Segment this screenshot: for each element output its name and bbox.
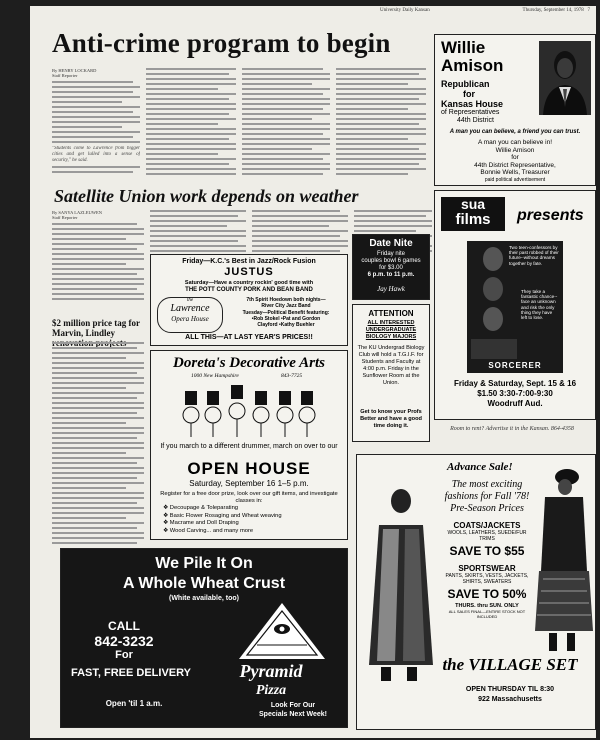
doreta-open-house: OPEN HOUSE <box>187 459 311 478</box>
fashion-illustration-2 <box>527 461 593 653</box>
attention-title: ATTENTION <box>368 309 414 318</box>
doreta-class-4: ❖ Wood Carving... and many more <box>163 527 254 534</box>
date-nite-signature: Jay Hawk <box>377 285 405 293</box>
village-sportswear: SPORTSWEAR <box>458 564 516 573</box>
story2-col1 <box>52 210 144 310</box>
village-most-2: fashions for Fall '78! <box>444 491 530 502</box>
story1-byline: By HENRY LOCKARD Staff Reporter <box>52 68 97 78</box>
village-coats: COATS/JACKETS <box>453 521 521 530</box>
story2-col1b <box>52 342 144 547</box>
amison-district: 44th District <box>457 117 494 124</box>
drummer-icons <box>179 381 319 441</box>
opera-house-ad <box>150 254 348 346</box>
page-number: 7 <box>587 8 590 13</box>
doreta-class-3: ❖ Macrame and Doll Draping <box>163 520 239 526</box>
attention-sub-3: BIOLOGY MAJORS <box>365 334 417 340</box>
justus-tue-1: Tuesday—Political Benefit featuring: <box>242 310 330 316</box>
village-save-50: SAVE TO 50% <box>447 587 527 601</box>
story1-col3 <box>242 68 330 178</box>
opera-house-logo: the Lawrence Opera House <box>157 297 223 333</box>
pyramid-icon <box>237 601 327 661</box>
candidate-photo <box>539 41 591 115</box>
date-nite-title: Date Nite <box>369 238 413 249</box>
pizza-hours: Open 'til 1 a.m. <box>105 699 163 708</box>
village-address: 922 Massachusetts <box>478 696 542 703</box>
newspaper-page <box>30 6 596 738</box>
attention-body: The KU Undergrad Biology Club will hold a T.G.I.F. for Students and Faculty at 4:00 p.m. Friday in the Sunflower Room at the Union. <box>357 345 425 386</box>
doreta-register: Register for a free door prize, look over our gift items, and investigate classes in: <box>160 491 338 504</box>
pizza-specials-2: Specials Next Week! <box>259 711 327 718</box>
masthead-date: Thursday, September 14, 1978 <box>522 8 584 13</box>
pizza-brand-1: Pyramid <box>239 661 303 681</box>
amison-vote-1: A man you can believe in! <box>477 139 553 146</box>
attention-sub-1: ALL INTERESTED <box>367 320 415 326</box>
pizza-headline-2: A Whole Wheat Crust <box>122 575 286 592</box>
date-nite-l1: Friday nite <box>376 251 405 257</box>
story1-pullquote: "Students come to Lawrence from bigger cities and get lulled into a sense of security," he said. <box>52 146 140 166</box>
amison-reps: of Representatives <box>441 109 500 116</box>
amison-paid-note: paid political advertisement <box>484 177 546 183</box>
amison-for: for <box>463 89 475 99</box>
justus-saturday: Saturday—Have a country rockin' good time with <box>184 280 314 286</box>
village-most-3: Pre-Season Prices <box>450 503 524 514</box>
poster-text-2: They take a fantastic chance--face an unknown and risk the only thing they have left to lose. <box>521 289 558 321</box>
story1-headline: Anti-crime program to begin <box>52 28 391 58</box>
pizza-headline-1: We Pile It On <box>155 555 253 572</box>
pizza-brand-2: Pizza <box>255 683 287 698</box>
amison-vote-3: for <box>511 154 519 161</box>
sua-dates: Friday & Saturday, Sept. 15 & 16 <box>453 379 577 388</box>
amison-ad <box>434 34 596 186</box>
story2-subhead: $2 million price tag for Marvin, Lindley <box>52 318 140 338</box>
poster-text: Two teen-confessors by their past robbed of their future--without dreams together by fate. <box>509 245 559 266</box>
pizza-specials-1: Look For Our <box>270 702 316 709</box>
justus-spirit-2: River City Jazz Band <box>261 303 311 309</box>
attention-sub-2: UNDERGRADUATE <box>365 327 417 333</box>
story1-col4 <box>336 68 426 178</box>
movie-title: SORCERER <box>488 361 542 370</box>
village-coats-2: WOOLS, LEATHERS, SUEDE/FUR TRIMS <box>447 530 527 542</box>
classified-filler: Room to rent? Advertise it in the Kansan. 864-4358 <box>450 426 574 432</box>
doreta-class-1: ❖ Decoupage & Toleparating <box>163 505 239 511</box>
village-open: OPEN THURSDAY TIL 8:30 <box>465 686 555 693</box>
village-sport-2: PANTS, SKIRTS, VESTS, JACKETS, SHIRTS, SWEATERS <box>445 573 529 585</box>
story2-byline: By SANYA LAZLEUWEN Staff Reporter <box>52 210 102 220</box>
justus-spirit-1: 7th Spirit Hoedown both nights— <box>246 297 326 303</box>
pizza-delivery: FAST, FREE DELIVERY <box>70 667 191 679</box>
doreta-invite: If you march to a different drummer, march on over to our <box>160 443 338 450</box>
amison-house: Kansas House <box>441 99 504 109</box>
justus-friday: Friday—K.C.'s Best in Jazz/Rock Fusion <box>182 258 316 265</box>
amison-party: Republican <box>441 79 490 89</box>
sua-times: $1.50 3:30-7:00-9:30 <box>477 389 553 398</box>
doreta-phone: 843-7725 <box>281 373 303 379</box>
story2-col2 <box>150 210 246 254</box>
date-nite-l3: for $3.00 <box>379 265 403 271</box>
date-nite-ad <box>352 234 430 300</box>
village-brand: the VILLAGE SET <box>442 655 578 674</box>
amison-name-1: Willie <box>441 38 486 57</box>
sua-films-ad <box>434 190 596 420</box>
doreta-when: Saturday, September 16 1–5 p.m. <box>189 479 309 488</box>
justus-tue-3: Clayford •Kathy Buehler <box>257 322 315 328</box>
doreta-class-2: ❖ Basic Flower Rosaging and Wheat weaving <box>163 512 282 519</box>
pizza-for: For <box>115 649 133 661</box>
pizza-call: CALL <box>108 619 140 633</box>
pyramid-pizza-ad <box>60 548 348 728</box>
sua-place: Woodruff Aud. <box>487 399 543 408</box>
doreta-address: 1000 New Hampshire <box>191 373 239 379</box>
justus-tue-2: •Rob Stokel •Pat and Gordon <box>251 316 321 322</box>
story2-col3 <box>252 210 348 254</box>
amison-vote-5: Bonnie Wells, Treasurer <box>480 169 550 176</box>
story2-headline: Satellite Union work depends on weather <box>54 186 359 206</box>
justus-tagline: ALL THIS—AT LAST YEAR'S PRICES!! <box>185 334 313 341</box>
masthead <box>30 6 596 16</box>
paper-name: University Daily Kansan <box>380 8 430 13</box>
date-nite-l2: couples bowl 6 games <box>361 258 421 264</box>
village-thru: THURS. thru SUN. ONLY <box>455 603 519 609</box>
amison-vote-2: Willie Amison <box>495 146 535 154</box>
village-save-55: SAVE TO $55 <box>449 544 525 558</box>
pizza-white: (White available, too) <box>168 595 239 602</box>
village-advance-sale: Advance Sale! <box>447 461 513 473</box>
amison-name-2: Amison <box>441 56 504 75</box>
justus-band: JUSTUS <box>224 266 274 278</box>
doreta-title: Doreta's Decorative Arts <box>173 355 325 371</box>
amison-vote-4: 44th District Representative, <box>474 161 556 169</box>
story1-col2 <box>146 68 236 178</box>
village-set-ad <box>356 454 596 730</box>
village-most-1: The most exciting <box>451 479 523 490</box>
sua-logo: sua films <box>441 197 505 231</box>
sua-presents: presents <box>517 207 584 224</box>
amison-slogan: A man you can believe, a friend you can trust. <box>449 129 581 135</box>
justus-sat-band: THE POTT COUNTY PORK AND BEAN BAND <box>185 287 313 293</box>
village-fine: ALL SALES FINAL—ENTIRE STOCK NOT INCLUDED <box>448 609 526 619</box>
attention-tail: Get to know your Profs Better and have a good time doing it. <box>360 409 422 429</box>
pizza-phone: 842-3232 <box>94 633 154 649</box>
date-nite-l4: 6 p.m. to 11 p.m. <box>367 272 415 278</box>
doreta-ad <box>150 350 348 540</box>
biology-club-ad <box>352 304 430 442</box>
sorcerer-poster <box>467 241 563 373</box>
